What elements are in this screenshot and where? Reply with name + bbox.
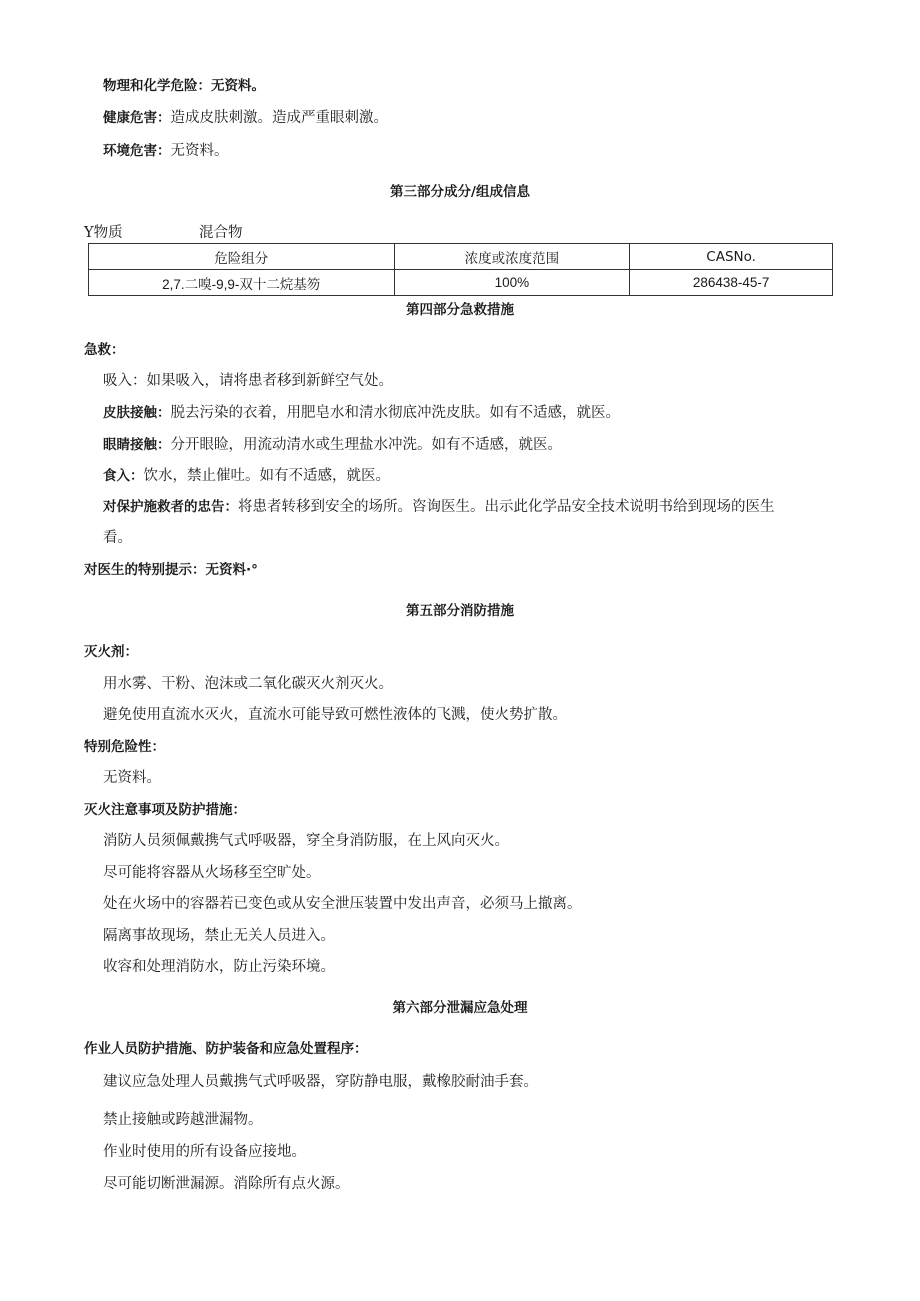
fire-precautions-label: 灭火注意事项及防护措施： [84,802,246,818]
substance-label: Y物质 [84,225,123,241]
extinguishing-media-1: 用水雾、干粉、泡沫或二氧化碳灭火剂灭火。 [103,676,393,692]
personnel-precautions-label: 作业人员防护措施、防护装备和应急处置程序： [84,1041,368,1057]
skin-contact-label: 皮肤接触： [103,405,171,421]
spill-item: 建议应急处理人员戴携气式呼吸器，穿防静电服，戴橡胶耐油手套。 [103,1074,538,1090]
ingestion-value: 饮水，禁止催吐。如有不适感，就医。 [143,468,390,484]
eye-contact-value: 分开眼睑，用流动清水或生理盐水冲洗。如有不适感，就医。 [170,437,562,453]
inhalation [103,371,393,391]
rescuer-advice [103,497,775,517]
fire-precaution-item: 收容和处理消防水，防止污染环境。 [103,959,335,975]
fire-precaution-item: 尽可能将容器从火场移至空旷处。 [103,865,321,881]
special-hazard-label: 特别危险性： [84,739,165,755]
first-aid-label: 急救： [84,342,125,358]
table-row [89,270,833,296]
cell-component: 2,7.二嗅-9,9-双十二烷基笏 [89,270,395,296]
spill-item: 作业时使用的所有设备应接地。 [103,1144,306,1160]
special-hazard-value: 无资料。 [103,770,161,786]
skin-contact-value: 脱去污染的衣着，用肥皂水和清水彻底冲洗皮肤。如有不适感，就医。 [170,405,620,421]
spill-item: 禁止接触或跨越泄漏物。 [103,1112,263,1128]
env-hazard [103,141,229,161]
inhalation-label: 吸入： [103,373,147,389]
health-hazard [103,108,388,128]
doctor-note: 对医生的特别提示：无资料·° [84,562,258,578]
ingestion-label: 食入： [103,468,144,484]
ingestion [103,466,390,486]
composition-table [88,243,833,296]
section5-title: 第五部分消防措施 [406,603,514,619]
rescuer-advice-value: 将患者转移到安全的场所。咨询医生。出示此化学品安全技术说明书给到现场的医生 [238,499,775,515]
eye-contact-label: 眼睛接触： [103,437,171,453]
extinguishing-media-label: 灭火剂： [84,644,138,660]
cell-cas: 286438-45-7 [630,270,833,296]
substance-value: 混合物 [199,225,243,241]
col-header-concentration: 浓度或浓度范围 [394,244,630,270]
env-hazard-value: 无资料。 [170,143,229,159]
skin-contact [103,403,620,423]
spill-item: 尽可能切断泄漏源。消除所有点火源。 [103,1176,350,1192]
fire-precaution-item: 隔离事故现场，禁止无关人员进入。 [103,928,335,944]
col-header-component: 危险组分 [89,244,395,270]
eye-contact [103,435,562,455]
section4-title: 第四部分急救措施 [406,302,514,318]
health-hazard-value: 造成皮肤刺激。造成严重眼刺激。 [170,110,388,126]
inhalation-value: 如果吸入，请将患者移到新鲜空气处。 [146,373,393,389]
section3-title: 第三部分成分/组成信息 [390,184,530,200]
cell-concentration: 100% [394,270,630,296]
physical-hazard-label: 物理和化学危险： [103,78,211,94]
table-header-row [89,244,833,270]
col-header-cas: CASNo. [630,244,833,270]
env-hazard-label: 环境危害： [103,143,171,159]
extinguishing-media-2: 避免使用直流水灭火，直流水可能导致可燃性液体的飞溅，使火势扩散。 [103,707,567,723]
rescuer-advice-label: 对保护施救者的忠告： [103,499,238,515]
section6-title: 第六部分泄漏应急处理 [392,1000,528,1016]
rescuer-advice-cont: 看。 [103,530,132,546]
physical-hazard [103,76,265,96]
physical-hazard-value: 无资料。 [211,78,265,94]
fire-precaution-item: 处在火场中的容器若已变色或从安全泄压装置中发出声音，必须马上撤离。 [103,896,582,912]
fire-precaution-item: 消防人员须佩戴携气式呼吸器，穿全身消防服，在上风向灭火。 [103,833,509,849]
health-hazard-label: 健康危害： [103,110,171,126]
